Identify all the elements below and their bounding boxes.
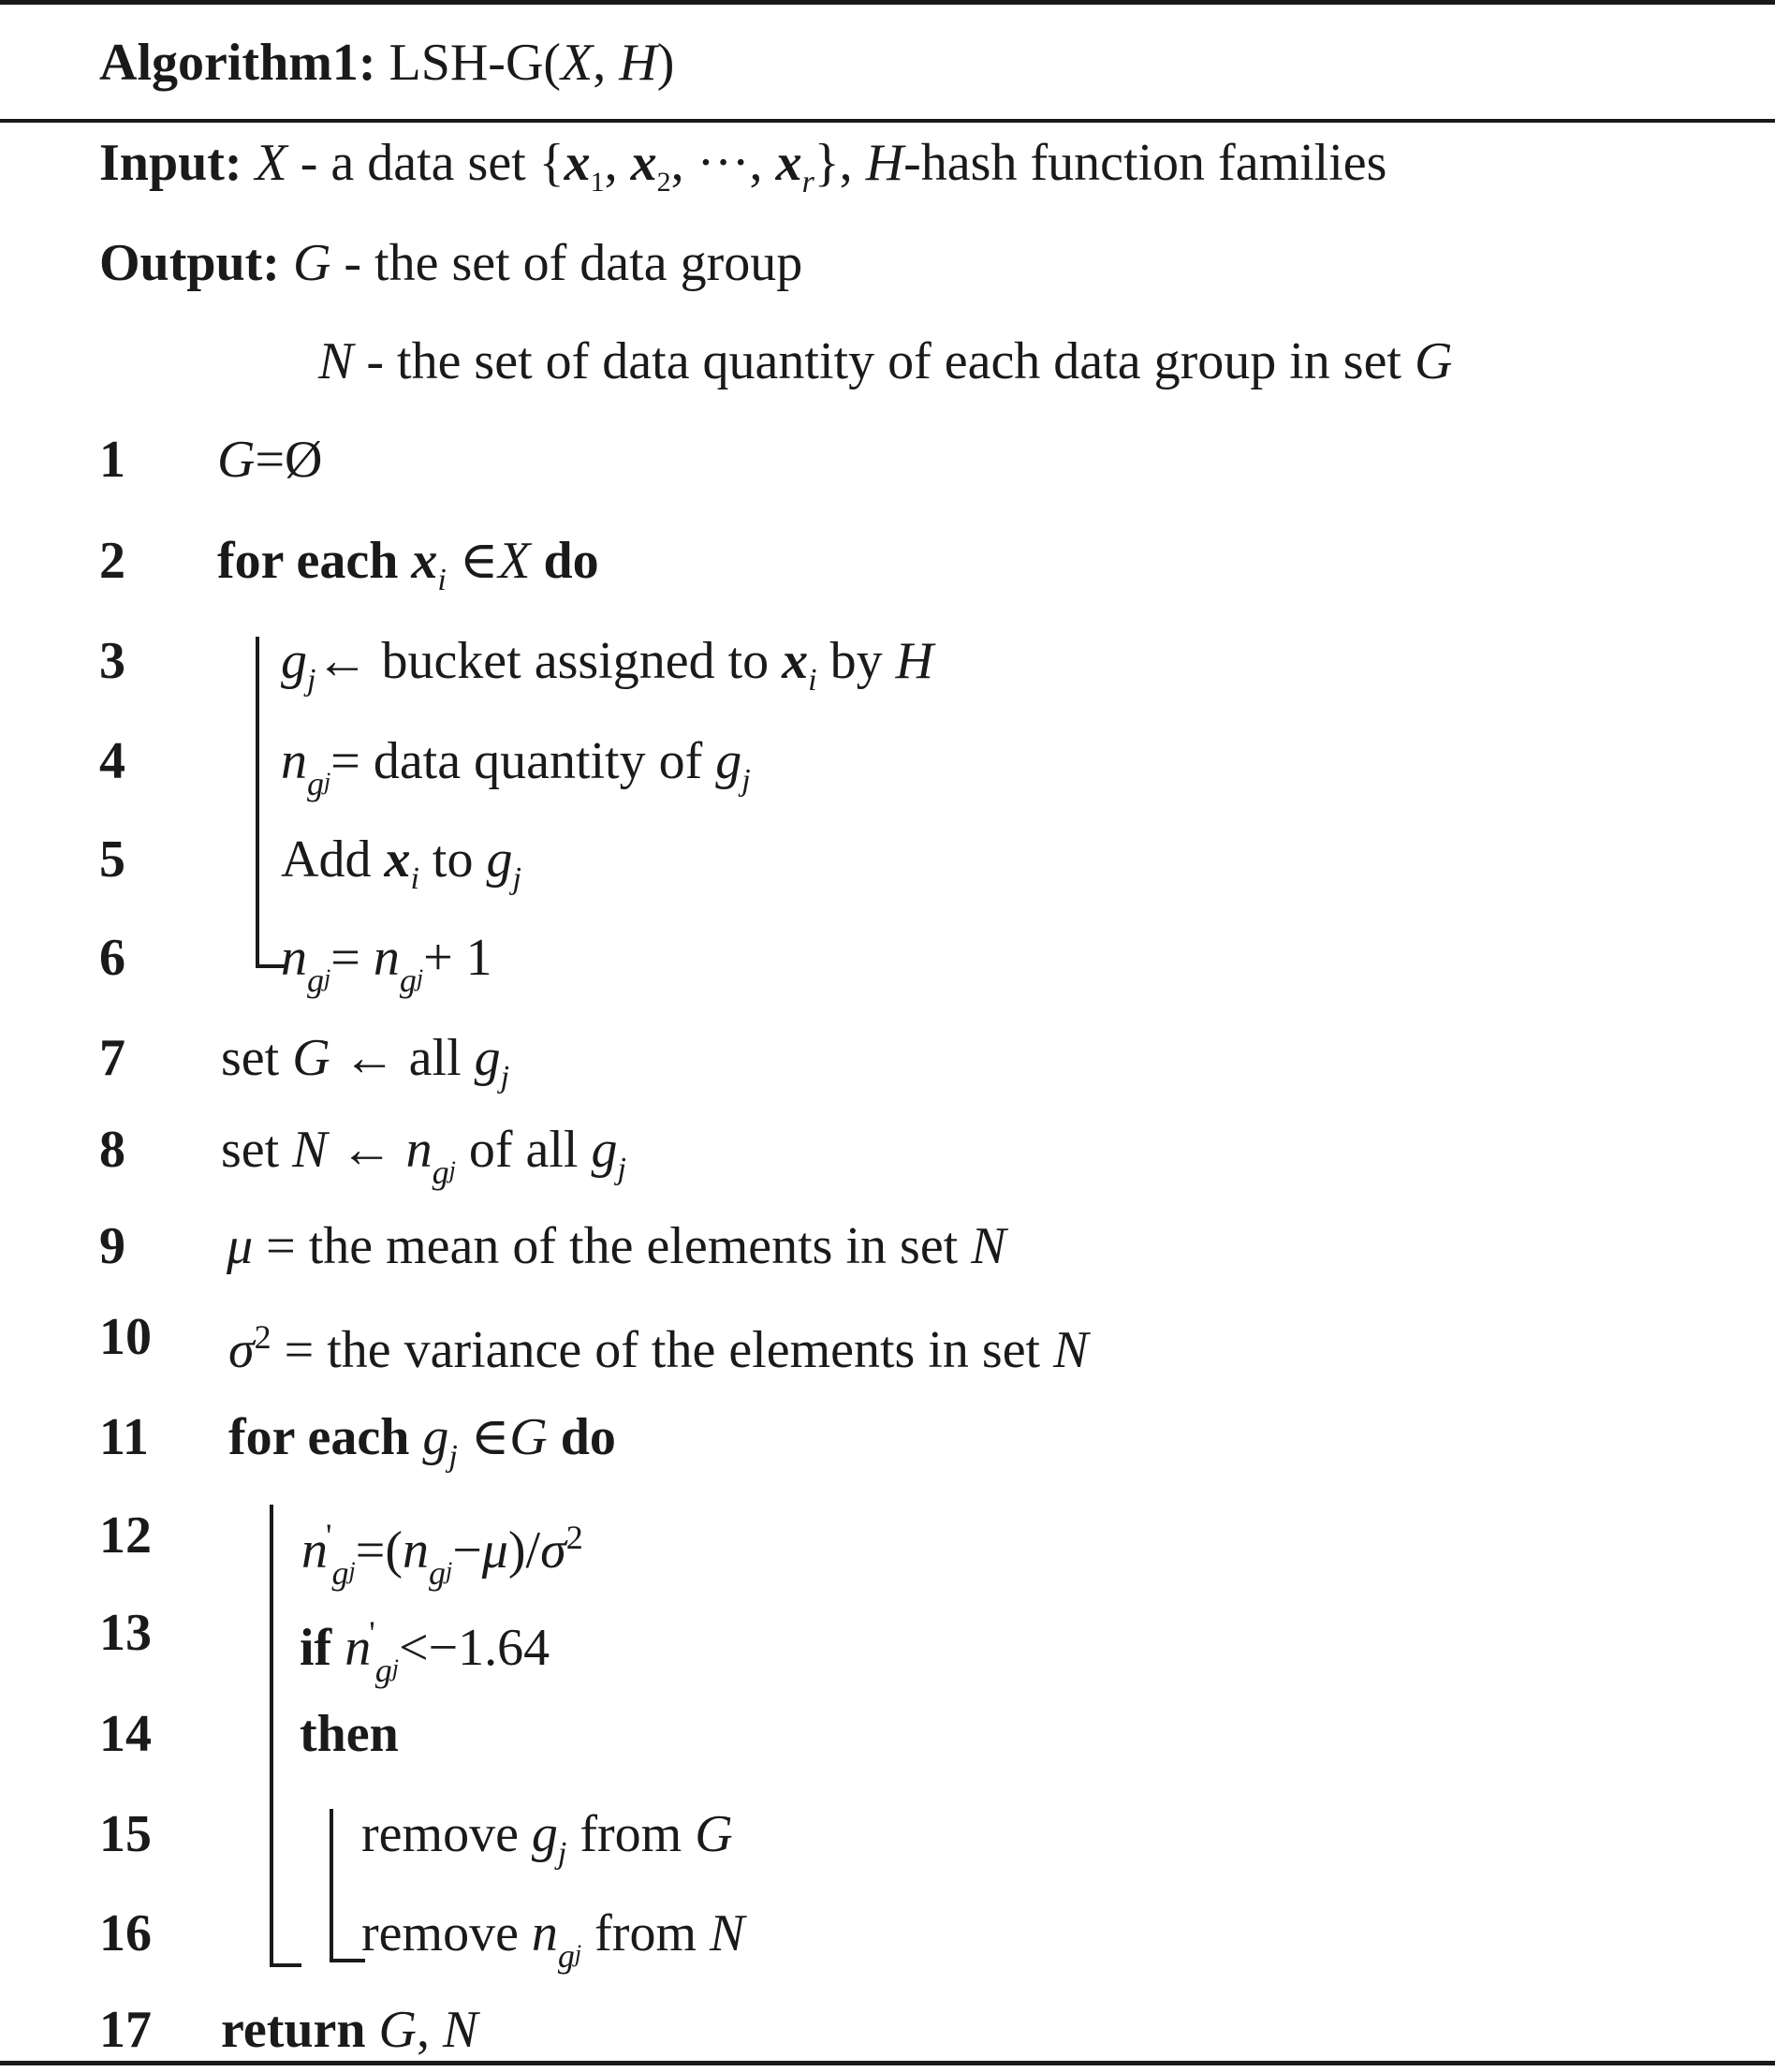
loop-bracket-2 — [270, 1505, 301, 1967]
header-rule — [0, 119, 1775, 123]
then-bracket — [330, 1809, 365, 1962]
top-rule — [0, 0, 1775, 5]
